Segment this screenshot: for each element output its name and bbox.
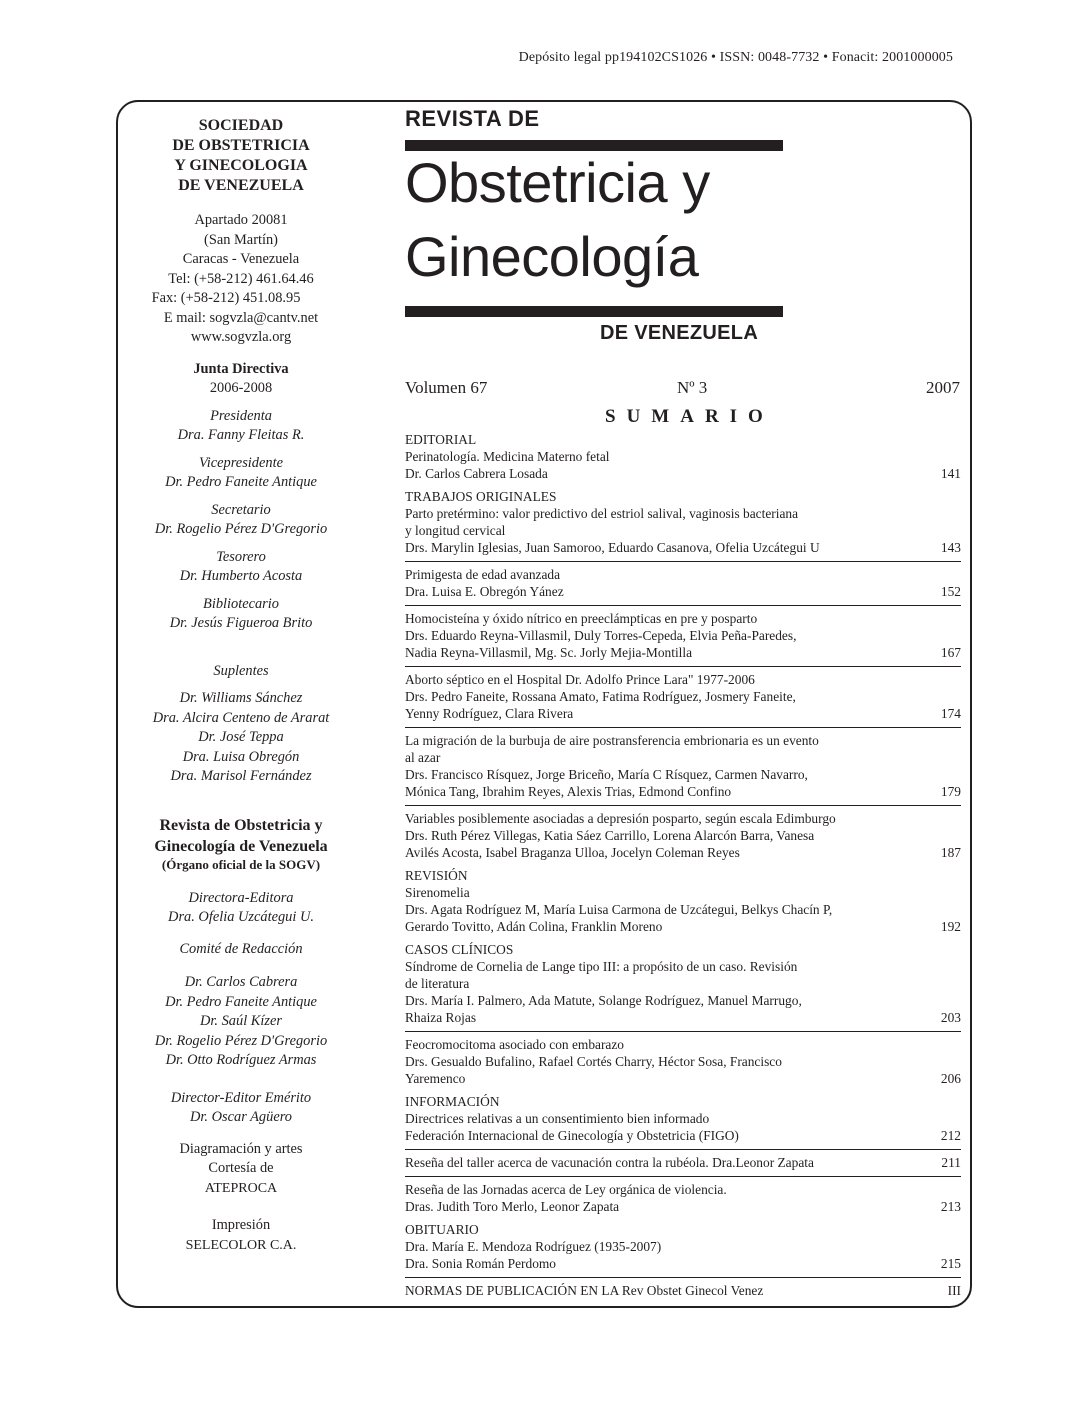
- toc-entry-line: Yenny Rodríguez, Clara Rivera: [405, 706, 574, 721]
- toc-entry-line: Primigesta de edad avanzada: [405, 567, 561, 582]
- suplente: Dra. Marisol Fernández: [170, 768, 312, 784]
- toc-entry-line: Drs. Eduardo Reyna-Villasmil, Duly Torres-Cepeda, Elvia Peña-Paredes,: [405, 628, 797, 643]
- issue-number: Nº 3: [677, 378, 708, 397]
- board-title: Junta Directiva: [193, 360, 289, 377]
- toc-page-number: 215: [940, 1256, 961, 1271]
- toc-entry[interactable]: [405, 610, 961, 661]
- layout-credit: [122, 1140, 360, 1179]
- toc-page-number: 187: [940, 845, 961, 860]
- address-line: Apartado 20081: [194, 212, 288, 228]
- toc-entry-line: Drs. Gesualdo Bufalino, Rafael Cortés Charry, Héctor Sosa, Francisco: [405, 1054, 782, 1069]
- layout-line: Diagramación y artes: [179, 1140, 303, 1157]
- toc-entry[interactable]: [405, 448, 961, 482]
- legal-info: Depósito legal pp194102CS1026 • ISSN: 0048-7732 • Fonacit: 2001000005: [518, 50, 953, 65]
- toc-entry[interactable]: [405, 1282, 961, 1299]
- journal-organ: (Órgano oficial de la SOGV): [161, 856, 321, 872]
- toc-entry[interactable]: [405, 671, 961, 722]
- toc-entry[interactable]: [405, 958, 961, 1026]
- society-line: DE VENEZUELA: [178, 177, 304, 194]
- board-member: Dr. Humberto Acosta: [179, 568, 303, 584]
- toc-entry[interactable]: [405, 1110, 961, 1144]
- masthead-revista-de: REVISTA DE: [405, 106, 540, 131]
- masthead-bar-bottom: [405, 306, 783, 317]
- email-link[interactable]: E mail: sogvzla@cantv.net: [163, 309, 319, 326]
- toc-entry[interactable]: [405, 505, 961, 556]
- address-line: Caracas - Venezuela: [182, 251, 300, 267]
- toc-section-heading: INFORMACIÓN: [405, 1094, 500, 1109]
- committee-member: Dr. Rogelio Pérez D'Gregorio: [154, 1032, 328, 1049]
- board-role: Bibliotecario: [203, 595, 279, 612]
- board-member: Dr. Jesús Figueroa Brito: [169, 615, 313, 631]
- journal-name-line: Revista de Obstetricia y: [159, 816, 323, 834]
- emeritus-role: Director-Editor Emérito: [170, 1089, 312, 1106]
- toc-entry[interactable]: [405, 566, 961, 600]
- address-line: (San Martín): [204, 231, 278, 248]
- toc-entry-line: Drs. Francisco Rísquez, Jorge Briceño, María C Rísquez, Carmen Navarro,: [405, 767, 808, 782]
- toc-entry-line: La migración de la burbuja de aire postransferencia embrionaria es un evento: [405, 733, 819, 748]
- toc-separator: [405, 1149, 961, 1150]
- committee-member: Dr. Otto Rodríguez Armas: [165, 1052, 317, 1068]
- toc-page-number: III: [947, 1283, 961, 1298]
- toc-page-number: 174: [940, 706, 961, 721]
- board-role: Tesorero: [216, 548, 266, 565]
- toc-separator: [405, 605, 961, 606]
- board-period: 2006-2008: [209, 380, 273, 396]
- toc-entry[interactable]: [405, 1036, 961, 1087]
- society-name: [122, 116, 360, 196]
- toc-separator: [405, 666, 961, 667]
- toc-entry-line: Reseña del taller acerca de vacunación contra la rubéola. Dra.Leonor Zapata: [405, 1155, 814, 1170]
- toc-page-number: 143: [940, 540, 961, 555]
- toc-page-number: 203: [940, 1010, 961, 1025]
- society-line: DE OBSTETRICIA: [172, 137, 310, 154]
- print-company: SELECOLOR C.A.: [185, 1237, 297, 1253]
- toc-page-number: 167: [940, 645, 961, 660]
- issue-volume: Volumen 67: [405, 378, 488, 397]
- layout-line: Cortesía de: [208, 1160, 274, 1176]
- masthead-de-venezuela: DE VENEZUELA: [600, 322, 759, 344]
- board-role: Secretario: [211, 501, 271, 518]
- website-link[interactable]: www.sogvzla.org: [190, 329, 292, 345]
- issue-year: 2007: [926, 378, 960, 397]
- toc-separator: [405, 727, 961, 728]
- masthead-title-line: Obstetricia y: [405, 151, 710, 214]
- board-member: Dr. Pedro Faneite Antique: [165, 474, 317, 490]
- toc-separator: [405, 805, 961, 806]
- toc-section-heading: TRABAJOS ORIGINALES: [405, 489, 557, 504]
- spacer: [122, 959, 360, 973]
- toc-entry-line: Homocisteína y óxido nítrico en preeclámpticas en pre y posparto: [405, 611, 758, 626]
- toc-entry-line: Parto pretérmino: valor predictivo del estriol salival, vaginosis bacteriana: [405, 506, 799, 521]
- toc-entry-line: Directrices relativas a un consentimiento bien informado: [405, 1111, 710, 1126]
- toc-entry-line: de literatura: [405, 976, 470, 991]
- toc-separator: [405, 1277, 961, 1278]
- toc-page-number: 212: [940, 1128, 961, 1143]
- toc-entry-line: Dra. Sonia Román Perdomo: [405, 1256, 556, 1271]
- toc-entry-line: Drs. Agata Rodríguez M, María Luisa Carmona de Uzcátegui, Belkys Chacín P,: [405, 902, 833, 917]
- toc-entry[interactable]: [405, 732, 961, 800]
- toc-entry-line: Nadia Reyna-Villasmil, Mg. Sc. Jorly Mejia-Montilla: [405, 645, 693, 660]
- toc-entry[interactable]: [405, 884, 961, 935]
- toc-entry-line: Dras. Judith Toro Merlo, Leonor Zapata: [405, 1199, 620, 1214]
- toc-entry-line: Drs. María I. Palmero, Ada Matute, Solange Rodríguez, Manuel Marrugo,: [405, 993, 802, 1008]
- toc-entry[interactable]: [405, 1238, 961, 1272]
- committee-title: Comité de Redacción: [179, 940, 303, 957]
- toc-separator: [405, 1176, 961, 1177]
- emeritus-name: Dr. Oscar Agüero: [190, 1109, 292, 1125]
- toc-page-number: 211: [941, 1155, 961, 1170]
- table-of-contents: [405, 431, 961, 1299]
- board-role: Vicepresidente: [199, 454, 283, 471]
- society-line: SOCIEDAD: [198, 117, 284, 134]
- toc-entry-line: Feocromocitoma asociado con embarazo: [405, 1037, 624, 1052]
- toc-entry-line: Avilés Acosta, Isabel Braganza Ulloa, Jocelyn Coleman Reyes: [405, 845, 740, 860]
- toc-section-heading: EDITORIAL: [405, 432, 477, 447]
- board-member: Dr. Rogelio Pérez D'Gregorio: [154, 521, 328, 537]
- toc-section-heading: CASOS CLÍNICOS: [405, 942, 514, 957]
- toc-entry-line: Sirenomelia: [405, 885, 470, 900]
- toc-section-heading: OBITUARIO: [405, 1222, 479, 1237]
- fax-line: Fax: (+58-212) 451.08.95: [151, 290, 301, 306]
- toc-entry-line: Perinatología. Medicina Materno fetal: [405, 449, 610, 464]
- committee-member: Dr. Pedro Faneite Antique: [165, 993, 317, 1010]
- suplente: Dra. Luisa Obregón: [182, 748, 300, 765]
- journal-name-line: Ginecología de Venezuela: [154, 837, 328, 855]
- toc-entry[interactable]: [405, 1181, 961, 1215]
- toc-page-number: 213: [940, 1199, 961, 1214]
- toc-entry-line: Rhaiza Rojas: [405, 1010, 477, 1025]
- toc-section-heading: REVISIÓN: [405, 868, 468, 883]
- director-role: Directora-Editora: [188, 889, 294, 906]
- toc-entry[interactable]: [405, 810, 961, 861]
- toc-page-number: 206: [940, 1071, 961, 1086]
- toc-entry-line: Mónica Tang, Ibrahim Reyes, Alexis Trias, Edmond Confino: [405, 784, 732, 799]
- sumario-heading: SUMARIO: [605, 406, 774, 427]
- toc-entry-line: Dra. María E. Mendoza Rodríguez (1935-2007): [405, 1239, 662, 1254]
- toc-entry-line: Aborto séptico en el Hospital Dr. Adolfo Prince Lara" 1977-2006: [405, 672, 755, 687]
- toc-page-number: 152: [940, 584, 961, 599]
- toc-separator: [405, 561, 961, 562]
- director-name: Dra. Ofelia Uzcátegui U.: [168, 909, 314, 925]
- toc-page-number: 141: [940, 466, 961, 481]
- left-column: [122, 116, 360, 1255]
- suplente: Dra. Alcira Centeno de Ararat: [152, 709, 330, 726]
- toc-entry-line: al azar: [405, 750, 441, 765]
- toc-page-number: 192: [940, 919, 961, 934]
- toc-page-number: 179: [940, 784, 961, 799]
- toc-entry-line: NORMAS DE PUBLICACIÓN EN LA Rev Obstet Ginecol Venez: [405, 1283, 764, 1298]
- toc-entry-line: Gerardo Tovitto, Adán Colina, Franklin Moreno: [405, 919, 663, 934]
- toc-entry-line: Drs. Pedro Faneite, Rossana Amato, Fatima Rodríguez, Josmery Faneite,: [405, 689, 796, 704]
- society-address: [122, 211, 360, 348]
- toc-entry-line: Drs. Marylin Iglesias, Juan Samoroo, Eduardo Casanova, Ofelia Uzcátegui U: [405, 540, 820, 555]
- suplente: Dr. Williams Sánchez: [179, 690, 303, 706]
- journal-name: [122, 815, 360, 857]
- phone-line: Tel: (+58-212) 461.64.46: [168, 270, 314, 287]
- suplente: Dr. José Teppa: [198, 729, 284, 745]
- toc-entry-line: Síndrome de Cornelia de Lange tipo III: a propósito de un caso. Revisión: [405, 959, 798, 974]
- toc-entry[interactable]: [405, 1154, 961, 1171]
- masthead-title: [405, 146, 710, 294]
- toc-separator: [405, 1031, 961, 1032]
- suplentes-title: Suplentes: [213, 662, 269, 679]
- toc-entry-line: Federación Internacional de Ginecología y Obstetricia (FIGO): [405, 1128, 739, 1143]
- toc-entry-line: Drs. Ruth Pérez Villegas, Katia Sáez Carrillo, Lorena Alarcón Barra, Vanesa: [405, 828, 815, 843]
- toc-entry-line: Reseña de las Jornadas acerca de Ley orgánica de violencia.: [405, 1182, 727, 1197]
- toc-entry-line: Variables posiblemente asociadas a depresión posparto, según escala Edimburgo: [405, 811, 836, 826]
- society-line: Y GINECOLOGIA: [174, 157, 308, 174]
- board-member: Dra. Fanny Fleitas R.: [177, 427, 305, 443]
- toc-entry-line: Dr. Carlos Cabrera Losada: [405, 466, 548, 481]
- masthead-title-line: Ginecología: [405, 225, 699, 288]
- toc-entry-line: Yaremenco: [405, 1071, 466, 1086]
- layout-company: ATEPROCA: [204, 1180, 278, 1196]
- print-title: Impresión: [211, 1217, 271, 1233]
- toc-entry-line: Dra. Luisa E. Obregón Yánez: [405, 584, 564, 599]
- committee-member: Dr. Carlos Cabrera: [184, 974, 298, 990]
- board-role: Presidenta: [210, 407, 272, 424]
- committee-member: Dr. Saúl Kízer: [200, 1013, 282, 1029]
- toc-entry-line: y longitud cervical: [405, 523, 506, 538]
